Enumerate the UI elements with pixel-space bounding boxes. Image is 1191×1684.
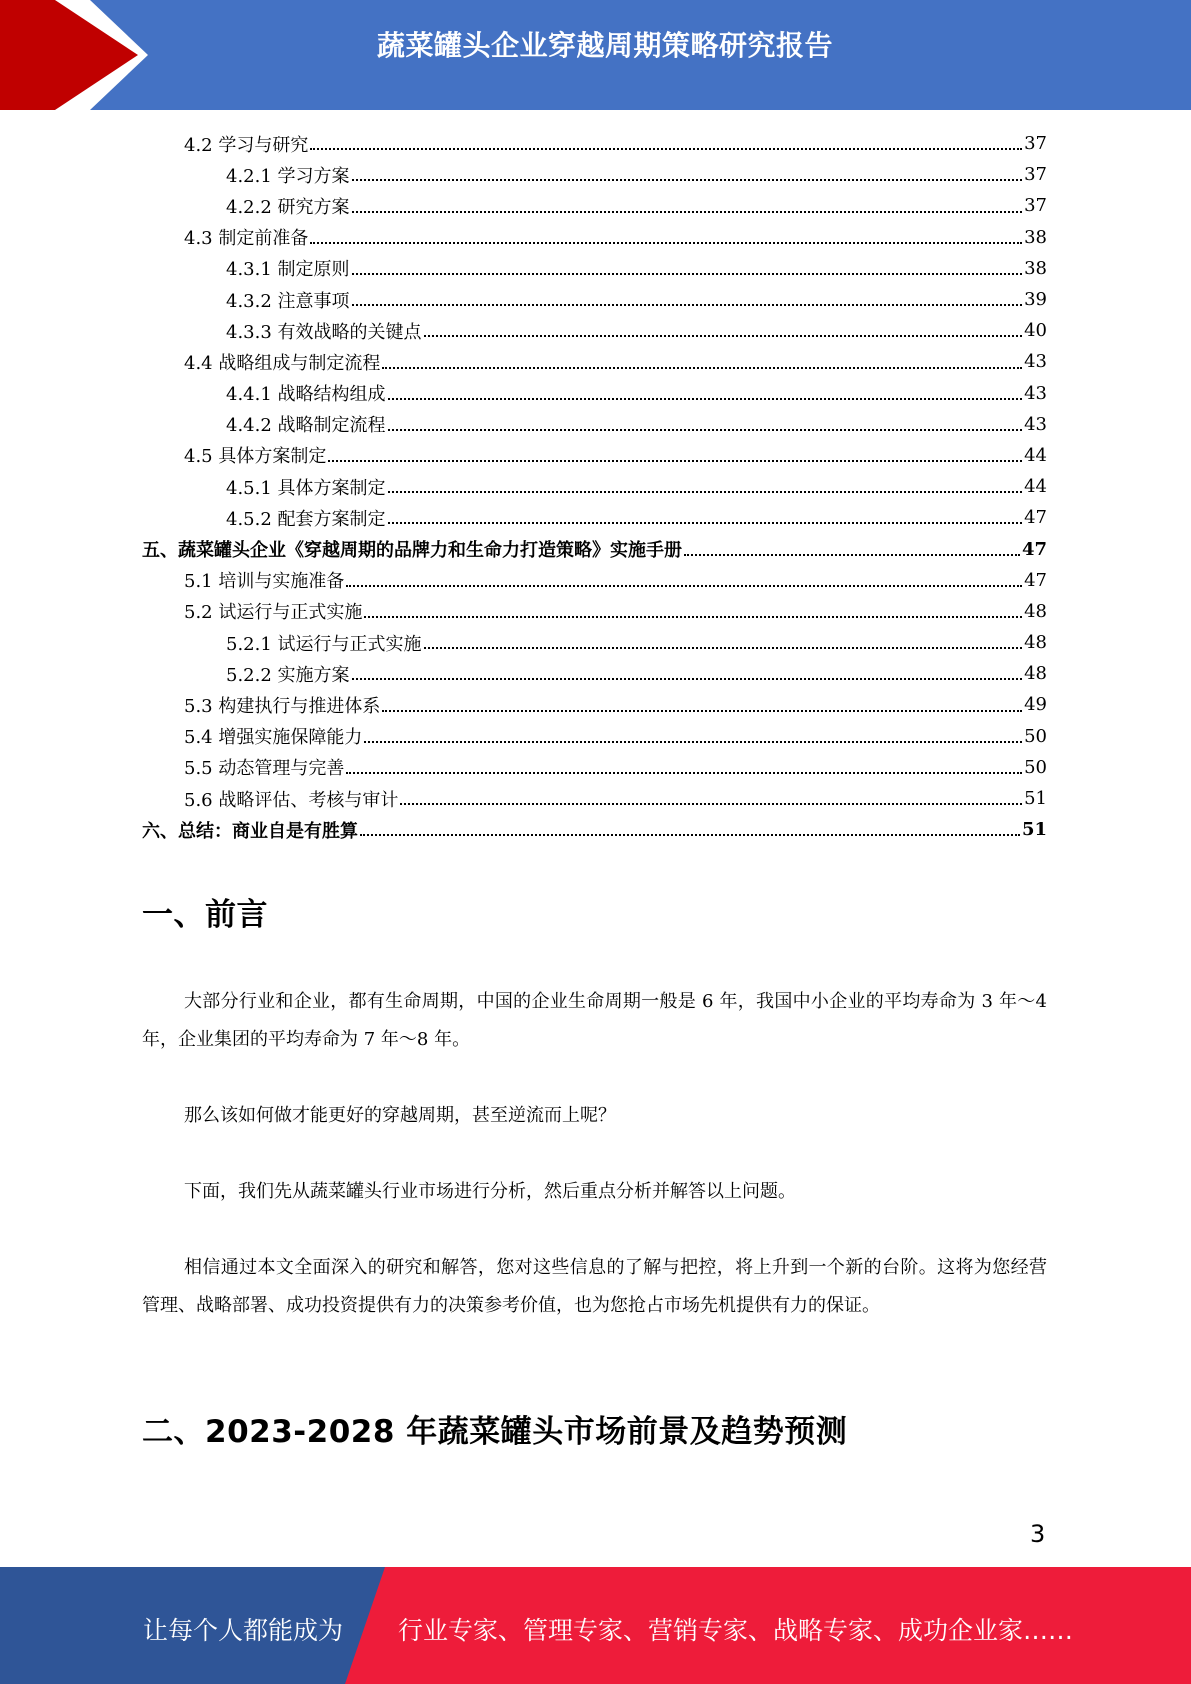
toc-entry-page: 39 (1024, 289, 1047, 311)
toc-entry-title: 4.2.2 研究方案 (226, 196, 350, 218)
table-of-contents (142, 128, 1047, 845)
toc-dot-leader (352, 677, 1023, 680)
paragraph: 那么该如何做才能更好的穿越周期，甚至逆流而上呢？ (184, 1105, 616, 1126)
toc-entry-title: 4.4.2 战略制定流程 (226, 415, 386, 437)
page-number: 3 (1030, 1520, 1046, 1548)
toc-entry-page: 38 (1024, 257, 1047, 279)
toc-entry[interactable] (142, 409, 1047, 440)
toc-entry[interactable] (142, 752, 1047, 783)
toc-entry[interactable] (142, 565, 1047, 596)
toc-dot-leader (352, 210, 1023, 213)
toc-entry-page: 48 (1024, 663, 1047, 685)
toc-entry-title: 六、总结：商业自是有胜算 (142, 820, 358, 842)
toc-entry[interactable] (142, 159, 1047, 190)
toc-dot-leader (346, 771, 1022, 774)
paragraph: 大部分行业和企业，都有生命周期，中国的企业生命周期一般是 6 年，我国中小企业的平均寿命为 3 年～4 年，企业集团的平均寿命为 7 年～8 年。 (142, 991, 1047, 1050)
toc-entry[interactable] (142, 783, 1047, 814)
toc-entry[interactable] (142, 596, 1047, 627)
toc-dot-leader (352, 178, 1023, 181)
toc-entry-title: 5.2.1 试运行与正式实施 (226, 633, 422, 655)
toc-entry[interactable] (142, 222, 1047, 253)
section-heading-preface: 一、前言 (142, 897, 268, 933)
toc-entry-page: 50 (1024, 756, 1047, 778)
toc-dot-leader (328, 459, 1022, 462)
toc-entry-page: 49 (1024, 694, 1047, 716)
toc-dot-leader (388, 490, 1023, 493)
toc-dot-leader (424, 334, 1023, 337)
toc-entry-title: 5.1 培训与实施准备 (184, 571, 345, 593)
toc-entry-title: 5.2 试运行与正式实施 (184, 602, 363, 624)
toc-entry-page: 43 (1024, 382, 1047, 404)
toc-entry-page: 51 (1021, 819, 1047, 841)
toc-entry-title: 五、蔬菜罐头企业《穿越周期的品牌力和生命力打造策略》实施手册 (142, 540, 682, 562)
toc-entry-title: 4.5.2 配套方案制定 (226, 508, 386, 530)
toc-dot-leader (388, 521, 1023, 524)
toc-entry-title: 4.5.1 具体方案制定 (226, 477, 386, 499)
toc-entry[interactable] (142, 128, 1047, 159)
footer-slogan-left: 让每个人都能成为 (143, 1616, 344, 1645)
toc-entry[interactable] (142, 284, 1047, 315)
toc-entry-title: 5.6 战略评估、考核与审计 (184, 789, 399, 811)
footer-banner (0, 1567, 1191, 1684)
toc-entry[interactable] (142, 502, 1047, 533)
toc-dot-leader (382, 709, 1022, 712)
toc-dot-leader (310, 147, 1022, 150)
toc-dot-leader (382, 366, 1022, 369)
toc-entry-title: 4.3.1 制定原则 (226, 259, 350, 281)
toc-dot-leader (364, 615, 1022, 618)
toc-dot-leader (364, 740, 1022, 743)
toc-entry-page: 40 (1024, 320, 1047, 342)
toc-entry-title: 5.2.2 实施方案 (226, 664, 350, 686)
toc-entry[interactable] (142, 658, 1047, 689)
toc-entry[interactable] (142, 378, 1047, 409)
toc-entry-title: 4.3.3 有效战略的关键点 (226, 321, 422, 343)
toc-entry-title: 5.3 构建执行与推进体系 (184, 695, 381, 717)
toc-entry-page: 43 (1024, 413, 1047, 435)
toc-entry[interactable] (142, 440, 1047, 471)
toc-entry-page: 47 (1021, 538, 1047, 560)
toc-entry[interactable] (142, 689, 1047, 720)
toc-entry-page: 47 (1024, 569, 1047, 591)
toc-entry-title: 4.5 具体方案制定 (184, 446, 327, 468)
toc-entry-page: 37 (1024, 133, 1047, 155)
toc-entry-title: 5.4 增强实施保障能力 (184, 727, 363, 749)
toc-entry-page: 50 (1024, 725, 1047, 747)
paragraph: 相信通过本文全面深入的研究和解答，您对这些信息的了解与把控，将上升到一个新的台阶。这将为您经营管理、战略部署、成功投资提供有力的决策参考价值，也为您抢占市场先机提供有力的保证。 (142, 1257, 1047, 1316)
toc-dot-leader (346, 584, 1022, 587)
toc-dot-leader (352, 303, 1023, 306)
report-title: 蔬菜罐头企业穿越周期策略研究报告 (376, 29, 833, 62)
toc-entry[interactable] (142, 533, 1047, 564)
toc-dot-leader (684, 553, 1020, 556)
toc-entry-title: 5.5 动态管理与完善 (184, 758, 345, 780)
toc-dot-leader (424, 646, 1023, 649)
toc-dot-leader (400, 802, 1022, 805)
toc-entry-page: 38 (1024, 226, 1047, 248)
toc-entry-page: 43 (1024, 351, 1047, 373)
toc-entry[interactable] (142, 471, 1047, 502)
toc-entry[interactable] (142, 721, 1047, 752)
toc-entry[interactable] (142, 814, 1047, 845)
toc-dot-leader (388, 397, 1023, 400)
toc-entry-page: 44 (1024, 444, 1047, 466)
toc-dot-leader (388, 428, 1023, 431)
toc-entry-page: 37 (1024, 164, 1047, 186)
toc-entry[interactable] (142, 190, 1047, 221)
toc-entry-page: 47 (1024, 507, 1047, 529)
toc-entry-title: 4.4.1 战略结构组成 (226, 384, 386, 406)
toc-entry-page: 48 (1024, 632, 1047, 654)
toc-dot-leader (352, 272, 1023, 275)
toc-dot-leader (310, 241, 1022, 244)
toc-entry-title: 4.4 战略组成与制定流程 (184, 352, 381, 374)
toc-entry-page: 37 (1024, 195, 1047, 217)
toc-entry-page: 48 (1024, 600, 1047, 622)
toc-entry[interactable] (142, 315, 1047, 346)
toc-entry-title: 4.2 学习与研究 (184, 134, 309, 156)
toc-entry[interactable] (142, 253, 1047, 284)
header-banner (0, 0, 1191, 110)
toc-entry-title: 4.2.1 学习方案 (226, 165, 350, 187)
section-heading-market-forecast: 二、2023-2028 年蔬菜罐头市场前景及趋势预测 (142, 1414, 848, 1450)
toc-entry-title: 4.3.2 注意事项 (226, 290, 350, 312)
toc-entry-page: 44 (1024, 476, 1047, 498)
toc-entry-title: 4.3 制定前准备 (184, 228, 309, 250)
toc-entry[interactable] (142, 346, 1047, 377)
toc-entry-page: 51 (1024, 788, 1047, 810)
toc-dot-leader (360, 833, 1020, 836)
toc-entry[interactable] (142, 627, 1047, 658)
footer-slogan-right: 行业专家、管理专家、营销专家、战略专家、成功企业家…… (398, 1616, 1074, 1645)
paragraph: 下面，我们先从蔬菜罐头行业市场进行分析，然后重点分析并解答以上问题。 (184, 1181, 796, 1202)
